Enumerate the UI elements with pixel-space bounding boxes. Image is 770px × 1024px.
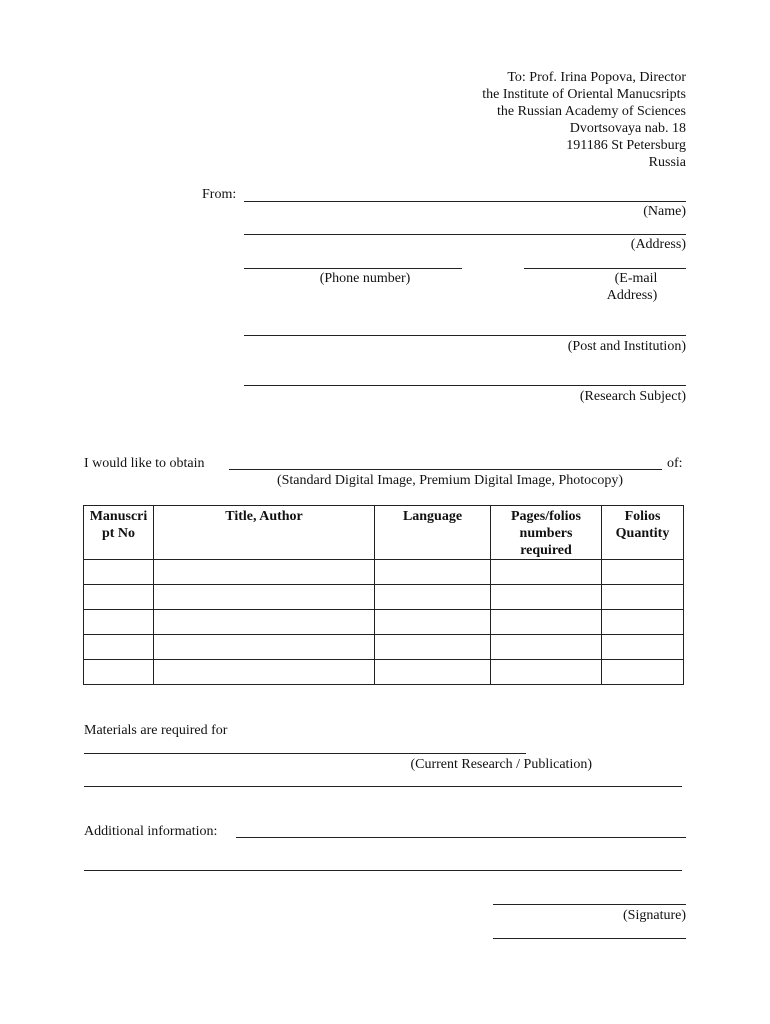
table-cell[interactable] bbox=[491, 610, 602, 635]
table-row bbox=[84, 660, 684, 685]
table-row bbox=[84, 635, 684, 660]
purpose-label: Materials are required for bbox=[84, 723, 228, 738]
recipient-line: To: Prof. Irina Popova, Director bbox=[507, 70, 686, 85]
table-cell[interactable] bbox=[602, 635, 684, 660]
table-cell[interactable] bbox=[375, 560, 491, 585]
email-field[interactable] bbox=[524, 268, 686, 269]
table-cell[interactable] bbox=[602, 560, 684, 585]
table-cell[interactable] bbox=[154, 635, 375, 660]
purpose-field[interactable] bbox=[84, 753, 526, 754]
post-institution-field[interactable] bbox=[244, 335, 686, 336]
post-institution-caption: (Post and Institution) bbox=[567, 339, 686, 354]
table-cell[interactable] bbox=[84, 660, 154, 685]
col-manuscript-no: Manuscri pt No bbox=[84, 506, 154, 560]
options-caption: (Standard Digital Image, Premium Digital Image, Photocopy) bbox=[276, 473, 624, 488]
phone-field[interactable] bbox=[244, 268, 462, 269]
table-cell[interactable] bbox=[602, 610, 684, 635]
col-title-author: Title, Author bbox=[154, 506, 375, 560]
table-cell[interactable] bbox=[84, 635, 154, 660]
phone-caption: (Phone number) bbox=[319, 271, 411, 286]
table-cell[interactable] bbox=[154, 610, 375, 635]
recipient-line: 191186 St Petersburg bbox=[566, 138, 686, 153]
email-caption-line2: Address) bbox=[606, 288, 658, 303]
research-subject-caption: (Research Subject) bbox=[579, 389, 686, 404]
table-cell[interactable] bbox=[84, 585, 154, 610]
table-cell[interactable] bbox=[154, 660, 375, 685]
purpose-field-extra[interactable] bbox=[84, 786, 682, 787]
additional-info-field[interactable] bbox=[236, 837, 686, 838]
table-cell[interactable] bbox=[154, 585, 375, 610]
table-cell[interactable] bbox=[154, 560, 375, 585]
name-caption: (Name) bbox=[643, 204, 686, 219]
signature-caption: (Signature) bbox=[623, 908, 686, 923]
table-cell[interactable] bbox=[491, 660, 602, 685]
table-cell[interactable] bbox=[491, 635, 602, 660]
table-row bbox=[84, 610, 684, 635]
address-field[interactable] bbox=[244, 234, 686, 235]
purpose-caption: (Current Research / Publication) bbox=[410, 757, 592, 772]
col-language: Language bbox=[375, 506, 491, 560]
of-label: of: bbox=[667, 456, 683, 471]
name-field[interactable] bbox=[244, 201, 686, 202]
recipient-line: the Russian Academy of Sciences bbox=[497, 104, 686, 119]
email-caption-line1: (E-mail bbox=[614, 271, 658, 286]
additional-info-label: Additional information: bbox=[84, 824, 218, 839]
table-row bbox=[84, 560, 684, 585]
additional-info-field-extra[interactable] bbox=[84, 870, 682, 871]
table-cell[interactable] bbox=[491, 585, 602, 610]
col-pages-folios: Pages/folios numbers required bbox=[491, 506, 602, 560]
col-folios-quantity: Folios Quantity bbox=[602, 506, 684, 560]
table-cell[interactable] bbox=[375, 610, 491, 635]
table-cell[interactable] bbox=[375, 660, 491, 685]
signature-field[interactable] bbox=[493, 904, 686, 905]
table-cell[interactable] bbox=[602, 585, 684, 610]
table-header-row bbox=[84, 506, 684, 560]
recipient-line: Dvortsovaya nab. 18 bbox=[569, 121, 686, 136]
table-cell[interactable] bbox=[84, 610, 154, 635]
date-field[interactable] bbox=[493, 938, 686, 939]
table-cell[interactable] bbox=[602, 660, 684, 685]
research-subject-field[interactable] bbox=[244, 385, 686, 386]
table-row bbox=[84, 585, 684, 610]
recipient-line: the Institute of Oriental Manucsripts bbox=[482, 87, 686, 102]
address-caption: (Address) bbox=[630, 237, 686, 252]
table-cell[interactable] bbox=[84, 560, 154, 585]
obtain-type-field[interactable] bbox=[229, 469, 662, 470]
table-cell[interactable] bbox=[491, 560, 602, 585]
from-label: From: bbox=[202, 187, 237, 202]
recipient-line: Russia bbox=[648, 155, 686, 170]
recipient-address bbox=[380, 69, 686, 171]
obtain-label: I would like to obtain bbox=[84, 456, 205, 471]
manuscript-table bbox=[83, 505, 684, 685]
table-cell[interactable] bbox=[375, 635, 491, 660]
table-cell[interactable] bbox=[375, 585, 491, 610]
